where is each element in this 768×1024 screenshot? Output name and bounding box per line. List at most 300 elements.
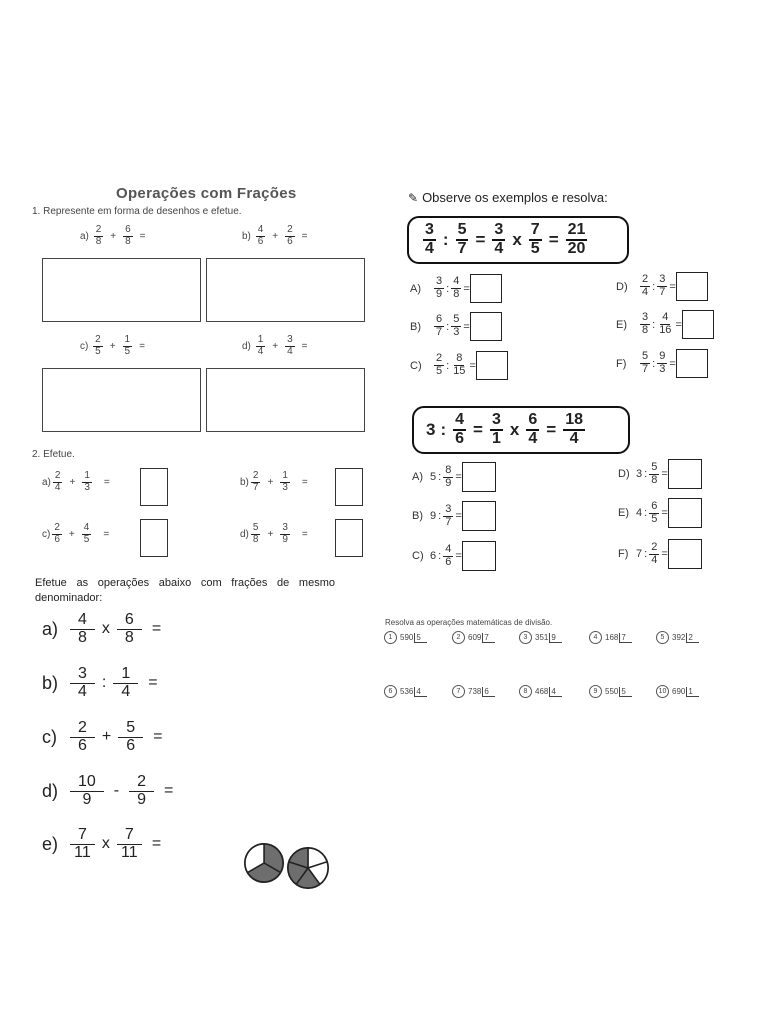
text-label: 7 xyxy=(636,548,643,560)
item-letter: c) xyxy=(80,340,89,352)
numerator: 3 xyxy=(492,222,505,241)
text-label: = xyxy=(455,471,462,483)
denominator: 8 xyxy=(651,473,658,486)
denominator: 11 xyxy=(121,843,138,861)
numerator: 2 xyxy=(54,470,61,481)
fraction xyxy=(657,312,673,336)
fraction xyxy=(529,222,542,258)
drawing-box-a[interactable] xyxy=(42,258,201,322)
fraction xyxy=(93,335,103,357)
fraction xyxy=(285,335,295,357)
text-label: = xyxy=(153,728,163,746)
denominator: 8 xyxy=(125,235,131,247)
answer-box-B[interactable] xyxy=(470,312,502,341)
fraction xyxy=(123,335,133,357)
text-label: + xyxy=(110,230,117,242)
fraction xyxy=(52,523,62,545)
numerator: 9 xyxy=(659,350,666,363)
numerator: 8 xyxy=(445,463,452,476)
set1-item-b xyxy=(410,312,502,341)
numerator: 3 xyxy=(423,222,436,241)
answer-box-2-E[interactable] xyxy=(668,498,702,528)
fraction xyxy=(129,774,154,809)
text-label: = xyxy=(675,318,682,331)
text-label: + xyxy=(267,528,274,540)
answer-box-2-A[interactable] xyxy=(462,462,496,492)
text-label: : xyxy=(644,507,648,519)
fraction xyxy=(490,412,503,448)
fraction xyxy=(649,542,659,566)
denominator: 8 xyxy=(252,533,259,545)
text-label: 590 xyxy=(400,633,414,642)
text-label: : xyxy=(644,468,648,480)
text-label: = xyxy=(103,528,110,540)
fraction xyxy=(251,523,261,545)
fraction xyxy=(117,827,142,862)
denominator: 11 xyxy=(74,843,91,861)
denominator: 4 xyxy=(569,430,579,447)
text-label: = xyxy=(301,528,308,540)
numerator: 1 xyxy=(84,470,90,481)
numerator: 2 xyxy=(642,273,649,286)
set2-item-c xyxy=(412,541,496,571)
text-label: = xyxy=(469,359,476,372)
fraction xyxy=(280,471,290,493)
denominator: 6 xyxy=(455,430,465,447)
answer-box-2-F[interactable] xyxy=(668,539,702,569)
numerator: 10 xyxy=(70,774,104,792)
sd-item-b xyxy=(42,666,163,701)
text-label: = xyxy=(546,420,557,439)
text-label: = xyxy=(151,835,162,853)
text-label: : xyxy=(438,550,442,562)
text-label: = xyxy=(473,420,483,439)
fraction xyxy=(434,314,444,338)
q2-item-a xyxy=(42,471,115,493)
denominator: 7 xyxy=(642,363,649,375)
numerator: 3 xyxy=(490,412,503,431)
denominator: 7 xyxy=(436,326,443,338)
text-label: 5 xyxy=(430,471,437,483)
text-label: 5 xyxy=(656,631,669,644)
numerator: 6 xyxy=(117,612,142,630)
numerator: 4 xyxy=(453,275,460,288)
numerator: 6 xyxy=(526,412,539,431)
numerator: 5 xyxy=(118,720,143,738)
set1-item-f xyxy=(616,349,708,378)
text-label: 1 xyxy=(384,631,397,644)
text-label: = xyxy=(475,230,486,249)
denominator: 5 xyxy=(83,533,90,545)
numerator: 4 xyxy=(70,612,95,630)
fraction xyxy=(285,225,295,247)
text-label: = xyxy=(148,674,158,692)
text-label: + xyxy=(272,340,279,352)
numerator: 3 xyxy=(287,334,293,345)
answer-box-C[interactable] xyxy=(476,351,508,380)
drawing-box-d[interactable] xyxy=(206,368,365,432)
set2-item-f xyxy=(618,539,702,569)
text-label: E) xyxy=(616,318,627,331)
numerator: 8 xyxy=(456,352,463,365)
fraction xyxy=(118,720,143,755)
denominator: 3 xyxy=(84,481,90,493)
example-2-pill xyxy=(412,406,630,454)
set2-item-d xyxy=(618,459,702,489)
denominator: 7 xyxy=(457,240,467,257)
fraction xyxy=(82,523,92,545)
text-label: + xyxy=(267,476,274,488)
denominator: 8 xyxy=(642,324,649,336)
division-item-9[interactable] xyxy=(589,685,632,698)
text-label: 168 xyxy=(605,633,619,642)
answer-box-2d[interactable] xyxy=(335,519,363,557)
numerator: 5 xyxy=(642,350,649,363)
text-label: = xyxy=(661,548,668,560)
fraction xyxy=(566,222,588,258)
text-label: 5 xyxy=(619,687,631,697)
text-label: 8 xyxy=(519,685,532,698)
division-item-10[interactable] xyxy=(656,685,699,698)
denominator: 15 xyxy=(453,365,466,377)
text-label: + xyxy=(69,476,76,488)
text-label: : xyxy=(652,318,656,331)
text-label: 550 xyxy=(605,687,619,696)
text-label: = xyxy=(669,280,676,293)
denominator: 9 xyxy=(436,288,443,300)
numerator: 1 xyxy=(124,334,131,345)
text-label: 690 xyxy=(672,687,686,696)
text-label: x xyxy=(101,620,110,638)
division-item-3[interactable] xyxy=(519,631,562,644)
text-label: 2 xyxy=(686,633,698,643)
numerator: 2 xyxy=(70,720,95,738)
numerator: 6 xyxy=(651,499,658,512)
answer-box-A[interactable] xyxy=(470,274,502,303)
denominator: 4 xyxy=(121,682,131,700)
numerator: 5 xyxy=(252,522,259,533)
answer-box-2-D[interactable] xyxy=(668,459,702,489)
text-label: e) xyxy=(42,833,59,854)
sd-item-c xyxy=(42,720,168,755)
pencil-icon: ✎ xyxy=(408,190,419,205)
text-label: x xyxy=(512,230,522,249)
denominator: 4 xyxy=(78,682,87,700)
text-label: 536 xyxy=(400,687,414,696)
text-label: = xyxy=(548,230,559,249)
text-label: x xyxy=(509,420,520,439)
numerator: 5 xyxy=(453,313,460,326)
numerator: 4 xyxy=(445,542,452,555)
numerator: 6 xyxy=(436,313,443,326)
text-label: 3 xyxy=(636,468,643,480)
text-label: = xyxy=(661,507,668,519)
numerator: 5 xyxy=(651,460,658,473)
numerator: 2 xyxy=(252,470,259,481)
text-label: 9 xyxy=(549,633,561,643)
text-label: 4 xyxy=(636,507,643,519)
division-grid xyxy=(384,631,714,711)
item-letter: a) xyxy=(80,230,89,242)
fraction xyxy=(443,544,453,568)
set2-item-a xyxy=(412,462,496,492)
denominator: 3 xyxy=(659,363,666,375)
text-label: : xyxy=(438,471,442,483)
numerator: 18 xyxy=(563,412,585,431)
set1-item-e xyxy=(616,310,714,339)
text-label: 351 xyxy=(535,633,549,642)
q2-item-b xyxy=(240,471,313,493)
answer-box-2a[interactable] xyxy=(140,468,168,506)
denominator: 9 xyxy=(82,790,92,808)
denominator: 8 xyxy=(95,235,102,247)
numerator: 2 xyxy=(95,224,102,235)
item-letter: c) xyxy=(42,528,51,540)
text-label: + xyxy=(272,230,279,242)
example-1-pill xyxy=(407,216,629,264)
text-label: C) xyxy=(412,550,424,562)
right-heading xyxy=(408,190,608,205)
text-label: = xyxy=(139,230,146,242)
fraction xyxy=(434,353,444,377)
text-label: B) xyxy=(410,320,421,333)
text-label: = xyxy=(139,340,145,352)
text-label: E) xyxy=(618,507,629,519)
text-label: 4 xyxy=(549,687,561,697)
denominator: 9 xyxy=(445,476,452,489)
division-item-8[interactable] xyxy=(519,685,562,698)
numerator: 4 xyxy=(662,311,669,324)
text-label: A) xyxy=(410,282,421,295)
text-label: : xyxy=(440,420,447,439)
text-label: a) xyxy=(42,618,59,639)
text-label: 6 xyxy=(430,550,437,562)
denominator: 5 xyxy=(530,240,540,257)
denominator: 8 xyxy=(78,628,87,646)
text-label: = xyxy=(463,320,470,333)
numerator: 3 xyxy=(642,311,649,324)
numerator: 3 xyxy=(659,273,666,286)
fraction xyxy=(657,274,667,298)
denominator: 5 xyxy=(651,512,658,525)
denominator: 6 xyxy=(78,736,87,754)
text-label: 738 xyxy=(468,687,482,696)
text-label: : xyxy=(101,674,107,692)
question-2-label: 2. Efetue. xyxy=(32,449,75,460)
answer-box-2b[interactable] xyxy=(335,468,363,506)
answer-box-2c[interactable] xyxy=(140,519,168,557)
fraction xyxy=(256,335,266,357)
fraction xyxy=(456,222,469,258)
fraction xyxy=(451,353,467,377)
text-label: = xyxy=(301,476,308,488)
text-label: 4 xyxy=(414,687,426,697)
text-label: 2 xyxy=(452,631,465,644)
text-label: 1 xyxy=(686,687,698,697)
q1-item-a xyxy=(80,225,151,247)
numerator: 2 xyxy=(95,334,101,345)
numerator: 2 xyxy=(287,224,293,235)
denominator: 4 xyxy=(257,345,264,357)
text-label: = xyxy=(661,468,668,480)
text-label: + xyxy=(109,340,116,352)
fraction xyxy=(280,523,290,545)
fraction xyxy=(94,225,104,247)
denominator: 4 xyxy=(425,240,434,257)
fraction xyxy=(649,501,659,525)
q1-item-b xyxy=(242,225,313,247)
fraction xyxy=(117,612,142,647)
answer-box-2-C[interactable] xyxy=(462,541,496,571)
fraction xyxy=(82,471,92,493)
answer-box-F[interactable] xyxy=(676,349,708,378)
set2-item-b xyxy=(412,501,496,531)
q1-item-c xyxy=(80,335,150,357)
text-label: : xyxy=(438,510,442,522)
text-label: 3 xyxy=(519,631,532,644)
text-label: 7 xyxy=(452,685,465,698)
fraction xyxy=(526,412,539,448)
numerator: 3 xyxy=(445,502,452,515)
fraction xyxy=(70,827,95,862)
numerator: 3 xyxy=(436,275,443,288)
text-label: : xyxy=(446,359,450,372)
numerator: 6 xyxy=(125,224,131,235)
text-label: = xyxy=(669,357,676,370)
text-label: - xyxy=(113,782,120,800)
fraction xyxy=(251,471,261,493)
denominator: 8 xyxy=(124,628,134,646)
item-letter: a) xyxy=(42,476,51,488)
left-worksheet xyxy=(28,183,368,568)
numerator: 5 xyxy=(456,222,469,241)
numerator: 7 xyxy=(529,222,542,241)
same-denominator-instruction: Efetue as operações abaixo com frações de mesmo denominador: xyxy=(35,577,335,604)
right-worksheet xyxy=(400,188,745,583)
fraction xyxy=(123,225,133,247)
denominator: 9 xyxy=(137,790,147,808)
fraction xyxy=(563,412,585,448)
q2-item-d xyxy=(240,523,313,545)
fraction xyxy=(649,462,659,486)
answer-box-2-B[interactable] xyxy=(462,501,496,531)
numerator: 3 xyxy=(70,666,95,684)
fraction xyxy=(53,471,63,493)
drawing-box-b[interactable] xyxy=(206,258,365,322)
division-item-4[interactable] xyxy=(589,631,632,644)
fraction xyxy=(70,774,104,809)
fraction xyxy=(640,351,650,375)
text-label: C) xyxy=(410,359,422,372)
text-label: 5 xyxy=(414,633,426,643)
denominator: 1 xyxy=(491,430,501,447)
pie-fifths-icon xyxy=(286,846,330,890)
division-item-5[interactable] xyxy=(656,631,699,644)
text-label: 4 xyxy=(589,631,602,644)
denominator: 6 xyxy=(126,736,136,754)
fraction xyxy=(451,314,461,338)
text-label: : xyxy=(446,320,450,333)
set1-item-c xyxy=(410,351,508,380)
fraction xyxy=(451,276,461,300)
denominator: 4 xyxy=(642,286,649,298)
text-label: 609 xyxy=(468,633,482,642)
answer-box-D[interactable] xyxy=(676,272,708,301)
item-letter: b) xyxy=(242,230,251,242)
text-label: D) xyxy=(616,280,628,293)
fraction xyxy=(70,666,95,701)
sheet-title: Operações com Frações xyxy=(116,185,297,202)
denominator: 3 xyxy=(282,481,288,493)
sd-item-a xyxy=(42,612,166,647)
text-label: = xyxy=(455,510,462,522)
text-label: 7 xyxy=(619,633,631,643)
division-item-2[interactable] xyxy=(452,631,495,644)
text-label: 6 xyxy=(482,687,494,697)
denominator: 4 xyxy=(651,553,658,566)
answer-box-E[interactable] xyxy=(682,310,714,339)
denominator: 4 xyxy=(494,240,504,257)
denominator: 5 xyxy=(436,365,443,377)
heading-text: Observe os exemplos e resolva: xyxy=(422,190,608,205)
fraction xyxy=(256,225,266,247)
text-label: B) xyxy=(412,510,423,522)
denominator: 6 xyxy=(445,555,452,568)
numerator: 4 xyxy=(83,522,90,533)
set2-item-e xyxy=(618,498,702,528)
denominator: 6 xyxy=(287,235,293,247)
text-label: b) xyxy=(42,672,59,693)
text-label: = xyxy=(103,476,110,488)
denominator: 4 xyxy=(54,481,61,493)
text-label: = xyxy=(164,782,174,800)
division-item-7[interactable] xyxy=(452,685,495,698)
denominator: 3 xyxy=(453,326,460,338)
denominator: 20 xyxy=(567,240,586,257)
text-label: D) xyxy=(618,468,630,480)
denominator: 5 xyxy=(95,345,101,357)
q1-item-d xyxy=(242,335,313,357)
text-label: : xyxy=(652,357,656,370)
text-label: d) xyxy=(42,780,59,801)
text-label: 6 xyxy=(384,685,397,698)
text-label: 10 xyxy=(656,685,669,698)
set1-item-d xyxy=(616,272,708,301)
set1-item-a xyxy=(410,274,502,303)
fraction xyxy=(423,222,436,258)
fraction xyxy=(443,465,453,489)
question-1-label: 1. Represente em forma de desenhos e efetue. xyxy=(32,206,242,217)
text-label: : xyxy=(652,280,656,293)
text-label: = xyxy=(151,620,162,638)
division-item-1[interactable] xyxy=(384,631,427,644)
item-letter: b) xyxy=(240,476,249,488)
text-label: = xyxy=(301,230,308,242)
numerator: 2 xyxy=(129,774,154,792)
denominator: 5 xyxy=(124,345,131,357)
numerator: 21 xyxy=(566,222,588,241)
fraction xyxy=(640,312,650,336)
fraction xyxy=(453,412,466,448)
item-letter: d) xyxy=(240,528,249,540)
text-label: : xyxy=(446,282,450,295)
drawing-box-c[interactable] xyxy=(42,368,201,432)
text-label: 468 xyxy=(535,687,549,696)
division-item-6[interactable] xyxy=(384,685,427,698)
numerator: 7 xyxy=(117,827,142,845)
numerator: 4 xyxy=(257,224,264,235)
fraction xyxy=(70,720,95,755)
